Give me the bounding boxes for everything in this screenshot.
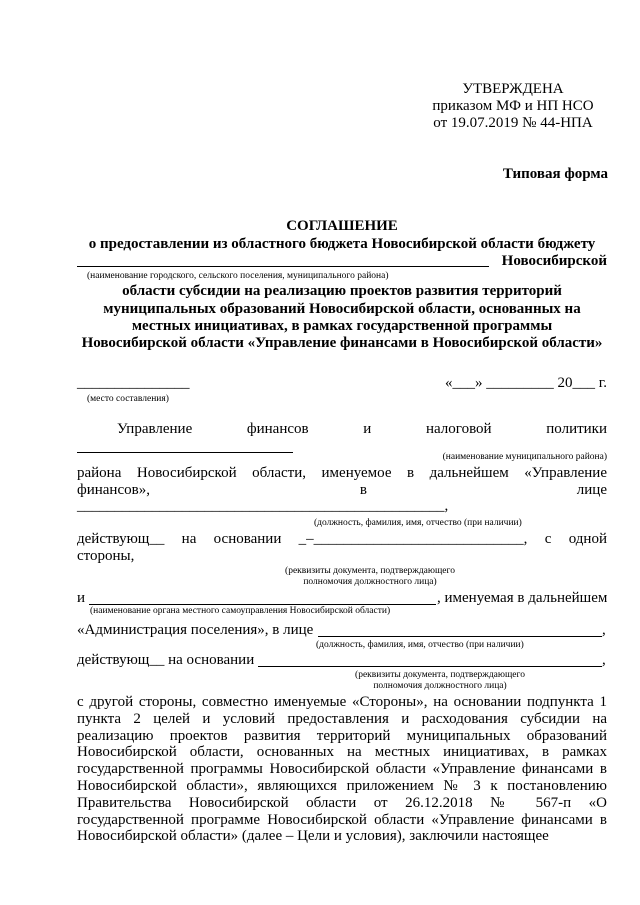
place-blank[interactable]: _______________: [77, 375, 190, 391]
word: налоговой: [425, 421, 492, 437]
word: политики: [546, 421, 607, 437]
word: Управление: [117, 421, 193, 437]
title-line-1: о предоставлении из областного бюджета Новосибирской области бюджету: [88, 236, 596, 252]
requisites-note-4: полномочия должностного лица): [373, 681, 507, 691]
place-note: (место составления): [87, 394, 169, 404]
municipality-blank-line[interactable]: [77, 266, 489, 267]
title-line-5: местных инициативах, в рамках государственной программы: [131, 318, 553, 334]
date-field[interactable]: «___» _________ 20___ г.: [445, 375, 607, 391]
party-row-5: [77, 531, 607, 548]
admin-basis-blank-line[interactable]: [258, 666, 602, 667]
requisites-note-3: (реквизиты документа, подтверждающего: [355, 670, 525, 680]
approval-line-2: приказом МФ и НП НСО: [432, 98, 594, 114]
word: финансов»,: [77, 482, 150, 498]
word: основании: [213, 531, 282, 547]
word: в: [359, 482, 367, 498]
representative-blank[interactable]: _________________________________________________,: [77, 498, 449, 514]
comma: ,: [602, 622, 606, 638]
party-row-9: действующ__ на основании: [77, 652, 255, 668]
municipality-note: (наименование городского, сельского поселения, муниципального района): [87, 271, 389, 281]
word: финансов: [246, 421, 309, 437]
party-row-6: стороны,: [77, 548, 135, 564]
approval-line-3: от 19.07.2019 № 44-НПА: [433, 115, 593, 131]
org-note: (наименование органа местного самоуправления Новосибирской области): [90, 606, 391, 616]
word: лице: [576, 482, 607, 498]
position-note: (должность, фамилия, имя, отчество (при наличии): [314, 518, 522, 528]
party-row-3: [77, 482, 607, 499]
title-line-6: Новосибирской области «Управление финансами в Новосибирской области»: [81, 335, 603, 351]
requisites-note-2: полномочия должностного лица): [303, 577, 437, 587]
party-row-7-end: , именуемая в дальнейшем: [437, 590, 608, 606]
requisites-note-1: (реквизиты документа, подтверждающего: [285, 566, 455, 576]
party-row-8: «Администрация поселения», в лице: [77, 622, 314, 638]
party-row-7-start: и: [77, 590, 86, 606]
admin-rep-blank-line[interactable]: [318, 636, 602, 637]
org-blank-line[interactable]: [89, 604, 436, 605]
title-line-3: области субсидии на реализацию проектов развития территорий: [122, 283, 562, 299]
document-heading: СОГЛАШЕНИЕ: [286, 218, 398, 234]
approval-line-1: УТВЕРЖДЕНА: [462, 81, 564, 97]
basis-blank[interactable]: _–____________________________,: [298, 531, 528, 547]
word: с: [544, 531, 552, 547]
word: на: [181, 531, 197, 547]
party-row-1: [77, 421, 607, 438]
form-label: Типовая форма: [502, 166, 608, 182]
comma-2: ,: [602, 652, 606, 668]
mun-district-note: (наименование муниципального района): [442, 452, 607, 462]
position-note-2: (должность, фамилия, имя, отчество (при наличии): [316, 640, 524, 650]
title-line-2-end: Новосибирской: [501, 253, 607, 269]
word: и: [363, 421, 372, 437]
word: действующ__: [77, 531, 165, 547]
finance-dept-blank-line[interactable]: [77, 452, 293, 453]
agreement-paragraph: с другой стороны, совместно именуемые «Стороны», на основании подпункта 1 пункта 2 целей и условий предоставления и расходования субсидии на реализацию проектов развития территорий муниципальных образований Новосибирской области, основанных на местных инициативах, в рамках государственной программы Новосибирской области «Управление финансами в Новосибирской области», являющихся приложением № 3 к постановлению Правительства Новосибирской области от 26.12.2018 № 567-п «О государственной программе Новосибирской области «Управление финансами в Новосибирской области» (далее – Цели и условия), заключили настоящее: [77, 694, 607, 845]
title-line-4: муниципальных образований Новосибирской области, основанных на: [103, 301, 581, 317]
party-row-2: района Новосибирской области, именуемое в дальнейшем «Управление: [77, 465, 607, 481]
word: одной: [568, 531, 607, 547]
